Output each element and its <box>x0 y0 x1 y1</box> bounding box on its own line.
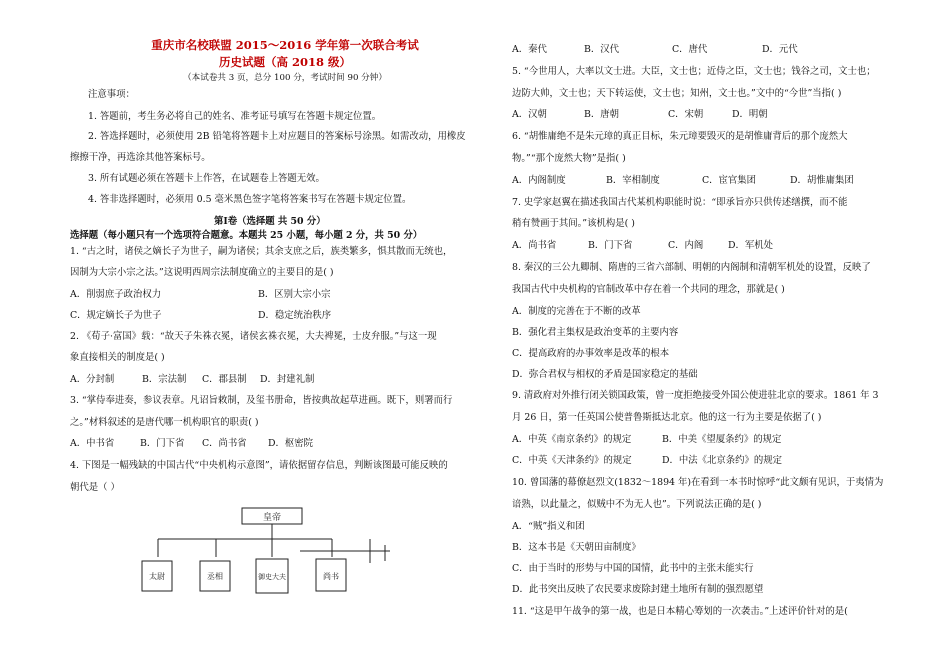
q2-option-b: B．宗法制 <box>142 374 187 385</box>
q5-stem-line1: 5. “今世用人，大率以文士进。大臣，文士也；近侍之臣，文士也；钱谷之司，文士也； <box>512 66 876 77</box>
q7-option-d: D．军机处 <box>728 240 774 251</box>
q3-option-a: A．中书省 <box>70 438 115 449</box>
q8-option-b: B．强化君主集权是政治变革的主要内容 <box>512 327 679 338</box>
q10-stem-line2: 谙熟，以此量之，似贼中不为无人也”。下列说法正确的是( ) <box>512 499 762 510</box>
q2-stem-line2: 象直接相关的制度是( ) <box>70 352 165 363</box>
note-3: 3. 所有试题必须在答题卡上作答，在试题卷上答题无效。 <box>88 173 325 184</box>
q5-option-b: B．唐朝 <box>584 109 620 120</box>
q5-option-c: C．宋朝 <box>668 109 704 120</box>
q8-option-a: A．制度的完善在于不断的改革 <box>512 306 641 317</box>
notes-heading: 注意事项： <box>88 89 135 100</box>
q5-stem-line2: 边防大帅，文士也；天下转运使，文士也；知州，文士也。”文中的“今世”当指( ) <box>512 88 842 99</box>
q9-option-d: D．中法《北京条约》的规定 <box>662 455 783 466</box>
q6-option-b: B．宰相制度 <box>606 175 660 186</box>
q4-option-c: C．唐代 <box>672 44 708 55</box>
q6-option-c: C．宦官集团 <box>702 175 757 186</box>
q10-option-d: D．此书突出反映了农民要求废除封建土地所有制的强烈愿望 <box>512 584 764 595</box>
q6-option-a: A．内阁制度 <box>512 175 566 186</box>
note-1: 1. 答题前，考生务必将自己的姓名、准考证号填写在答题卡规定位置。 <box>88 111 382 122</box>
q10-option-a: A．“贼”指义和团 <box>512 521 585 532</box>
q6-stem-line2: 物。”“那个庞然大物”是指( ) <box>512 153 626 164</box>
q9-stem-line1: 9. 清政府对外推行闭关锁国政策，曾一度拒绝接受外国公使进驻北京的要求。1861 年 3 <box>512 390 879 401</box>
q1-stem-line2: 因制为大宗小宗之法。”这说明西周宗法制度确立的主要目的是( ) <box>70 267 334 278</box>
q4-option-b: B．汉代 <box>584 44 620 55</box>
q3-option-c: C．尚书省 <box>202 438 247 449</box>
q8-option-d: D．弥合君权与相权的矛盾是国家稳定的基础 <box>512 369 698 380</box>
q2-option-c: C．郡县制 <box>202 374 247 385</box>
diagram-box-4: 尚书 <box>323 572 339 581</box>
q9-option-c: C．中英《天津条约》的规定 <box>512 455 632 466</box>
q4-option-a: A．秦代 <box>512 44 547 55</box>
q6-stem-line1: 6. “胡惟庸绝不是朱元璋的真正目标，朱元璋要毁灭的是胡惟庸背后的那个庞然大 <box>512 131 848 142</box>
q1-option-b: B．区别大宗小宗 <box>258 289 331 300</box>
q10-option-c: C．由于当时的形势与中国的国情，此书中的主张未能实行 <box>512 563 754 574</box>
q8-option-c: C．提高政府的办事效率是改革的根本 <box>512 348 670 359</box>
section-title: 第Ⅰ卷（选择题 共 50 分） <box>214 216 326 227</box>
exam-meta: （本试卷共 3 页，总分 100 分，考试时间 90 分钟） <box>183 73 387 83</box>
q7-stem-line1: 7. 史学家赵翼在描述我国古代某机构职能时说：“即承旨亦只供传述缮撰，而不能 <box>512 197 848 208</box>
q3-option-b: B．门下省 <box>140 438 185 449</box>
q2-option-a: A．分封制 <box>70 374 115 385</box>
q10-stem-line1: 10. 曾国藩的幕僚赵烈文(1832～1894 年)在看到一本书时惊呼“此文颇有见识，于夷情为 <box>512 477 884 488</box>
q9-option-b: B．中美《望厦条约》的规定 <box>662 434 782 445</box>
q11-stem-line1: 11. “这是甲午战争的第一战，也是日本精心筹划的一次袭击。”上述评价针对的是( <box>512 606 848 617</box>
q5-option-a: A．汉朝 <box>512 109 547 120</box>
q4-stem-line2: 朝代是（ ） <box>70 482 120 493</box>
q7-option-a: A．尚书省 <box>512 240 557 251</box>
q3-option-d: D．枢密院 <box>268 438 314 449</box>
q9-stem-line2: 月 26 日，第一任英国公使普鲁斯抵达北京。他的这一行为主要是依据了( ) <box>512 412 822 423</box>
diagram-top-label: 皇帝 <box>262 513 282 523</box>
note-2-line1: 2. 答选择题时，必须使用 2B 铅笔将答题卡上对应题目的答案标号涂黑。如需改动，用橡皮 <box>88 131 466 142</box>
central-institutions-diagram <box>140 505 400 655</box>
q5-option-d: D．明朝 <box>732 109 768 120</box>
diagram-box-2: 丞相 <box>207 572 223 581</box>
diagram-box-1: 太尉 <box>149 572 165 581</box>
diagram-box-3: 御史大夫 <box>258 573 286 581</box>
q2-stem-line1: 2. 《荀子·富国》载：“故天子朱袾衣冕，诸侯玄袾衣冕，大夫裨冕，士皮弁服。”与这一现 <box>70 331 437 342</box>
q2-option-d: D．封建礼制 <box>260 374 315 385</box>
section-instructions: 选择题（每小题只有一个选项符合题意。本题共 25 小题，每小题 2 分，共 50 分） <box>70 230 423 241</box>
q3-stem-line2: 之。”材料叙述的是唐代哪一机构职官的职责( ) <box>70 417 259 428</box>
q7-option-c: C．内阁 <box>668 240 704 251</box>
q4-option-d: D．元代 <box>762 44 798 55</box>
note-2-line2: 擦擦干净，再选涂其他答案标号。 <box>70 152 211 163</box>
q1-option-c: C．规定嫡长子为世子 <box>70 310 162 321</box>
q7-stem-line2: 稍有赞画于其间。”该机构是( ) <box>512 218 635 229</box>
q4-stem-line1: 4. 下图是一幅残缺的中国古代“中央机构示意图”，请依据留存信息，判断该图最可能反映的 <box>70 460 448 471</box>
q1-stem-line1: 1. “古之时，诸侯之嫡长子为世子，嗣为诸侯；其余支庶之后，族类繁多，惧其散而无统也， <box>70 246 453 257</box>
note-4: 4. 答非选择题时，必须用 0.5 毫米黑色签字笔将答案书写在答题卡规定位置。 <box>88 194 412 205</box>
q9-option-a: A．中英《南京条约》的规定 <box>512 434 632 445</box>
q7-option-b: B．门下省 <box>588 240 633 251</box>
q8-stem-line1: 8. 秦汉的三公九卿制、隋唐的三省六部制、明朝的内阁制和清朝军机处的设置，反映了 <box>512 262 871 273</box>
q1-option-d: D．稳定统治秩序 <box>258 310 332 321</box>
q8-stem-line2: 我国古代中央机构的官制改革中存在着一个共同的理念，那就是( ) <box>512 284 785 295</box>
q10-option-b: B．这本书是《天朝田亩制度》 <box>512 542 641 553</box>
exam-subtitle-title: 历史试题（高 2018 级） <box>218 55 351 69</box>
q1-option-a: A．削弱庶子政治权力 <box>70 289 162 300</box>
exam-title: 重庆市名校联盟 2015～2016 学年第一次联合考试 <box>151 38 419 52</box>
q6-option-d: D．胡惟庸集团 <box>790 175 854 186</box>
q3-stem-line1: 3. “掌侍奉进奏，参议表章。凡诏旨敕制，及玺书册命，皆按典故起草进画。既下，则署而行 <box>70 395 453 406</box>
